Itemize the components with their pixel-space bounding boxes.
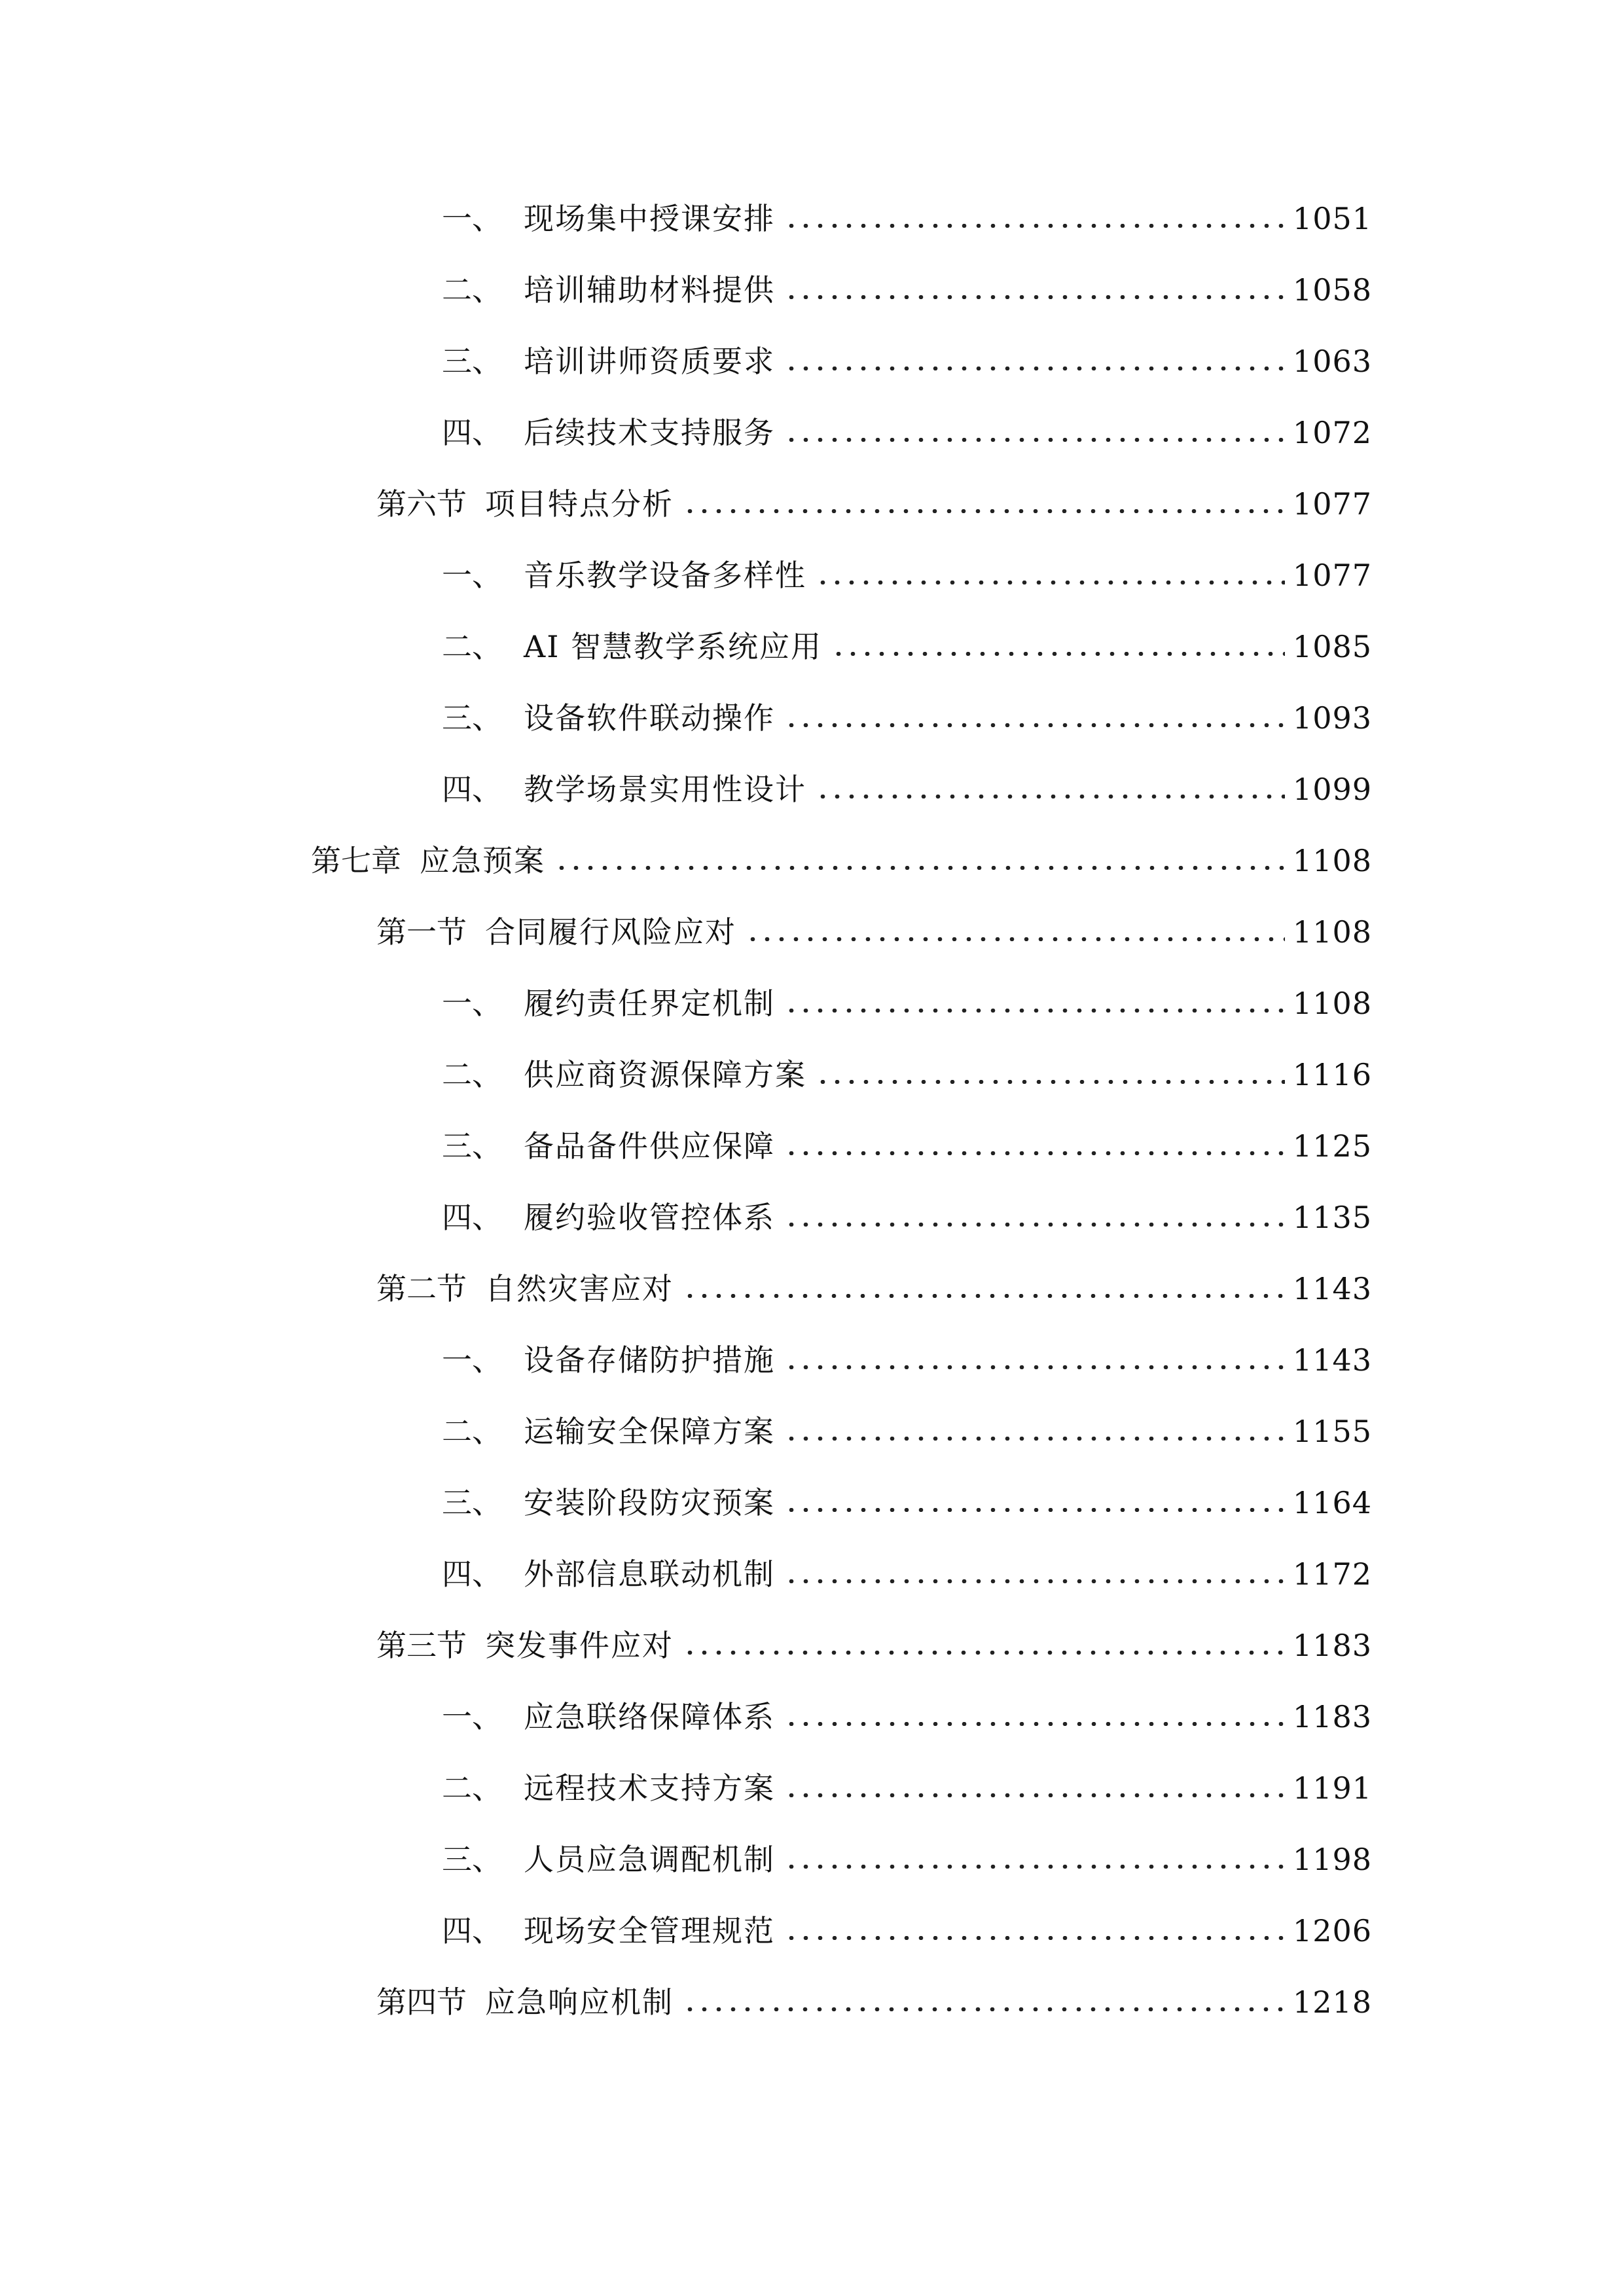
dot-leader	[784, 1223, 1285, 1227]
toc-entry[interactable]	[442, 977, 1372, 1030]
entry-number: 二、	[442, 1057, 502, 1092]
entry-number: 三、	[442, 700, 502, 736]
dot-leader	[784, 1579, 1285, 1583]
entry-title: 设备软件联动操作	[524, 700, 775, 736]
entry-number: 三、	[442, 1485, 502, 1520]
entry-number: 四、	[442, 1200, 502, 1235]
dot-leader	[784, 1865, 1285, 1869]
toc-entry[interactable]	[376, 1263, 1372, 1315]
entry-title: 履约责任界定机制	[524, 986, 775, 1021]
toc-entry[interactable]	[442, 692, 1372, 744]
entry-title: 培训讲师资质要求	[524, 344, 775, 379]
entry-page-number: 1183	[1292, 1628, 1372, 1663]
dot-leader	[784, 1365, 1285, 1369]
entry-number: 二、	[442, 629, 502, 664]
dot-leader	[784, 1793, 1285, 1797]
dot-leader	[784, 367, 1285, 370]
entry-number: 四、	[442, 772, 502, 807]
entry-number: 一、	[442, 1699, 502, 1734]
toc-entry[interactable]	[442, 763, 1372, 816]
toc-entry[interactable]	[442, 1477, 1372, 1529]
entry-page-number: 1218	[1292, 1984, 1372, 2020]
entry-number: 四、	[442, 1556, 502, 1592]
entry-number: 第二节	[376, 1271, 467, 1306]
dot-leader	[683, 2007, 1285, 2011]
entry-page-number: 1183	[1292, 1699, 1372, 1734]
toc-entry[interactable]	[442, 1191, 1372, 1244]
entry-number: 第六节	[376, 486, 467, 522]
toc-entry[interactable]	[442, 1905, 1372, 1957]
entry-number: 一、	[442, 558, 502, 593]
entry-page-number: 1125	[1292, 1128, 1372, 1164]
toc-entry[interactable]	[442, 1691, 1372, 1743]
entry-title: 培训辅助材料提供	[524, 272, 775, 308]
dot-leader	[784, 1437, 1285, 1441]
dot-leader	[816, 1080, 1285, 1084]
dot-leader	[784, 1722, 1285, 1726]
entry-title: 突发事件应对	[485, 1628, 674, 1663]
toc-entry[interactable]	[442, 335, 1372, 387]
toc-entry[interactable]	[442, 1334, 1372, 1386]
entry-title: 现场集中授课安排	[524, 201, 775, 236]
dot-leader	[816, 581, 1285, 584]
entry-number: 四、	[442, 415, 502, 450]
entry-title: 设备存储防护措施	[524, 1342, 775, 1378]
entry-number: 第七章	[311, 843, 401, 878]
toc-entry[interactable]	[442, 1120, 1372, 1172]
entry-title: 应急预案	[420, 843, 545, 878]
dot-leader	[784, 1009, 1285, 1013]
entry-number: 第四节	[376, 1984, 467, 2020]
entry-page-number: 1206	[1292, 1913, 1372, 1948]
entry-title: 现场安全管理规范	[524, 1913, 775, 1948]
dot-leader	[784, 1936, 1285, 1940]
entry-title: 自然灾害应对	[485, 1271, 674, 1306]
entry-page-number: 1072	[1292, 415, 1372, 450]
entry-page-number: 1063	[1292, 344, 1372, 379]
toc-entry[interactable]	[442, 620, 1372, 673]
entry-title: 后续技术支持服务	[524, 415, 775, 450]
dot-leader	[746, 937, 1285, 941]
entry-number: 二、	[442, 1414, 502, 1449]
entry-page-number: 1085	[1292, 629, 1372, 664]
dot-leader	[683, 1294, 1285, 1298]
entry-page-number: 1143	[1292, 1342, 1372, 1378]
dot-leader	[683, 1651, 1285, 1655]
dot-leader	[784, 1508, 1285, 1512]
entry-number: 第三节	[376, 1628, 467, 1663]
entry-title: 应急联络保障体系	[524, 1699, 775, 1734]
dot-leader	[784, 438, 1285, 442]
entry-title: 合同履行风险应对	[485, 914, 736, 950]
entry-title: 应急响应机制	[485, 1984, 674, 2020]
entry-number: 三、	[442, 1842, 502, 1877]
toc-entry[interactable]	[376, 478, 1372, 530]
toc-entry[interactable]	[376, 1619, 1372, 1672]
entry-page-number: 1093	[1292, 700, 1372, 736]
entry-title: 音乐教学设备多样性	[524, 558, 806, 593]
entry-number: 三、	[442, 1128, 502, 1164]
toc-entry[interactable]	[442, 1049, 1372, 1101]
entry-title: 履约验收管控体系	[524, 1200, 775, 1235]
dot-leader	[784, 224, 1285, 228]
entry-title: 运输安全保障方案	[524, 1414, 775, 1449]
toc-entry[interactable]	[442, 1762, 1372, 1814]
entry-number: 二、	[442, 272, 502, 308]
toc-entry[interactable]	[376, 1976, 1372, 2028]
entry-title: 远程技术支持方案	[524, 1770, 775, 1806]
entry-page-number: 1135	[1292, 1200, 1372, 1235]
entry-number: 一、	[442, 986, 502, 1021]
entry-page-number: 1164	[1292, 1485, 1372, 1520]
dot-leader	[816, 795, 1285, 798]
toc-entry[interactable]	[376, 906, 1372, 958]
entry-number: 一、	[442, 201, 502, 236]
toc-entry[interactable]	[442, 1833, 1372, 1886]
entry-page-number: 1155	[1292, 1414, 1372, 1449]
dot-leader	[784, 723, 1285, 727]
entry-number: 第一节	[376, 914, 467, 950]
entry-number: 一、	[442, 1342, 502, 1378]
entry-page-number: 1077	[1292, 486, 1372, 522]
entry-number: 三、	[442, 344, 502, 379]
toc-entry[interactable]	[442, 264, 1372, 316]
entry-page-number: 1143	[1292, 1271, 1372, 1306]
entry-page-number: 1116	[1292, 1057, 1372, 1092]
entry-page-number: 1058	[1292, 272, 1372, 308]
entry-title: 项目特点分析	[485, 486, 674, 522]
entry-title: AI 智慧教学系统应用	[524, 629, 823, 664]
toc-entry[interactable]	[311, 834, 1372, 887]
toc-entry[interactable]	[442, 192, 1372, 245]
entry-number: 二、	[442, 1770, 502, 1806]
entry-title: 人员应急调配机制	[524, 1842, 775, 1877]
entry-page-number: 1108	[1292, 986, 1372, 1021]
dot-leader	[784, 1151, 1285, 1155]
entry-page-number: 1108	[1292, 843, 1372, 878]
toc-entry[interactable]	[442, 1548, 1372, 1600]
entry-page-number: 1108	[1292, 914, 1372, 950]
dot-leader	[784, 295, 1285, 299]
dot-leader	[831, 652, 1285, 656]
entry-page-number: 1191	[1292, 1770, 1372, 1806]
entry-page-number: 1051	[1292, 201, 1372, 236]
entry-title: 备品备件供应保障	[524, 1128, 775, 1164]
entry-title: 教学场景实用性设计	[524, 772, 806, 807]
dot-leader	[554, 866, 1285, 870]
entry-page-number: 1172	[1292, 1556, 1372, 1592]
entry-page-number: 1198	[1292, 1842, 1372, 1877]
entry-page-number: 1099	[1292, 772, 1372, 807]
entry-title: 安装阶段防灾预案	[524, 1485, 775, 1520]
toc-entry[interactable]	[442, 406, 1372, 459]
entry-title: 供应商资源保障方案	[524, 1057, 806, 1092]
toc-entry[interactable]	[442, 1405, 1372, 1458]
toc-entry[interactable]	[442, 549, 1372, 601]
entry-number: 四、	[442, 1913, 502, 1948]
dot-leader	[683, 509, 1285, 513]
entry-title: 外部信息联动机制	[524, 1556, 775, 1592]
entry-page-number: 1077	[1292, 558, 1372, 593]
